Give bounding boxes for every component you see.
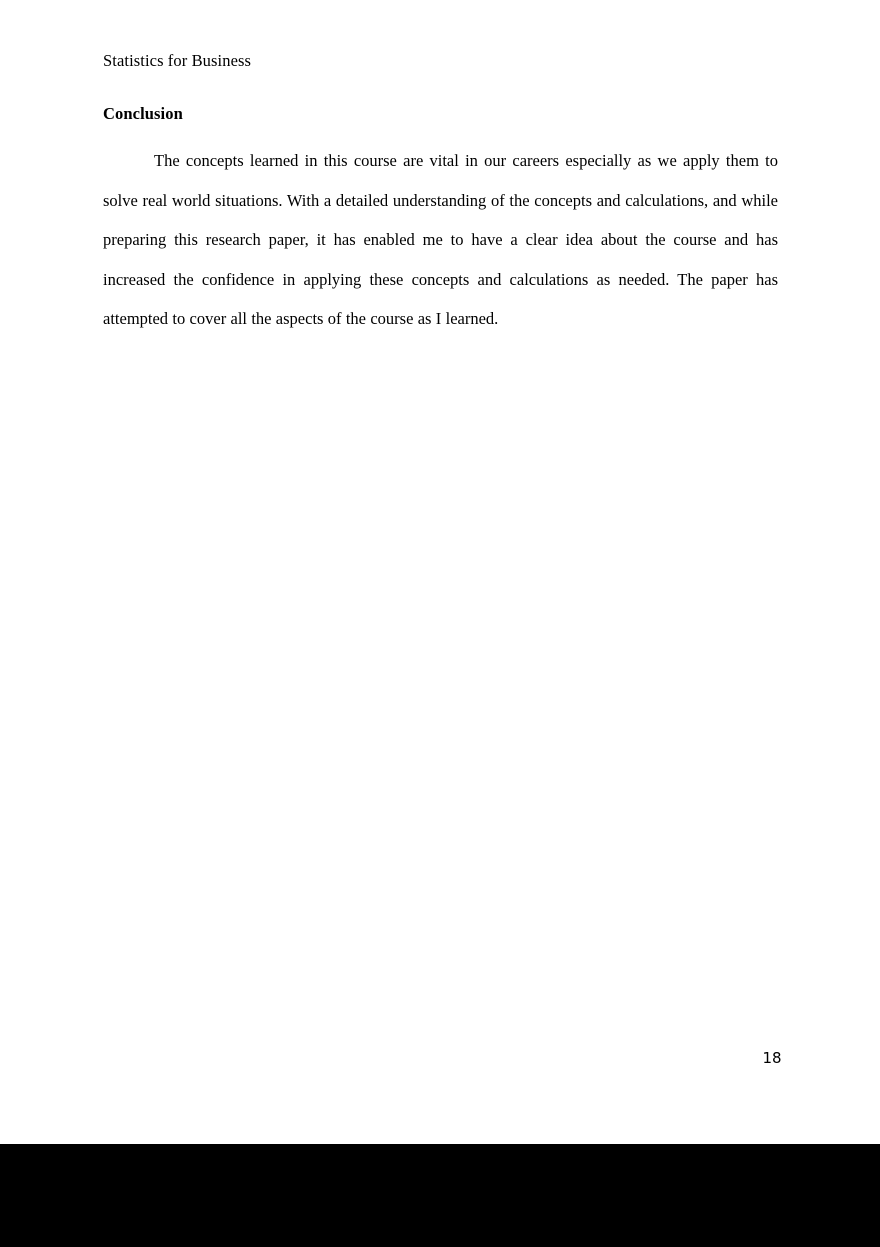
running-head: Statistics for Business <box>103 51 252 70</box>
bottom-black-band <box>0 1144 880 1247</box>
page-number: 18 <box>762 1049 782 1067</box>
body-text-block <box>103 141 778 339</box>
section-heading-conclusion: Conclusion <box>103 104 183 123</box>
conclusion-paragraph: The concepts learned in this course are vital in our careers especially as we apply them to solve real world situations. With a detailed understanding of the concepts and calculations, and while preparing this research paper, it has enabled me to have a clear idea about the course and has increased the confidence in applying these concepts and calculations as needed. The paper has attempted to cover all the aspects of the course as I learned. <box>103 151 778 329</box>
